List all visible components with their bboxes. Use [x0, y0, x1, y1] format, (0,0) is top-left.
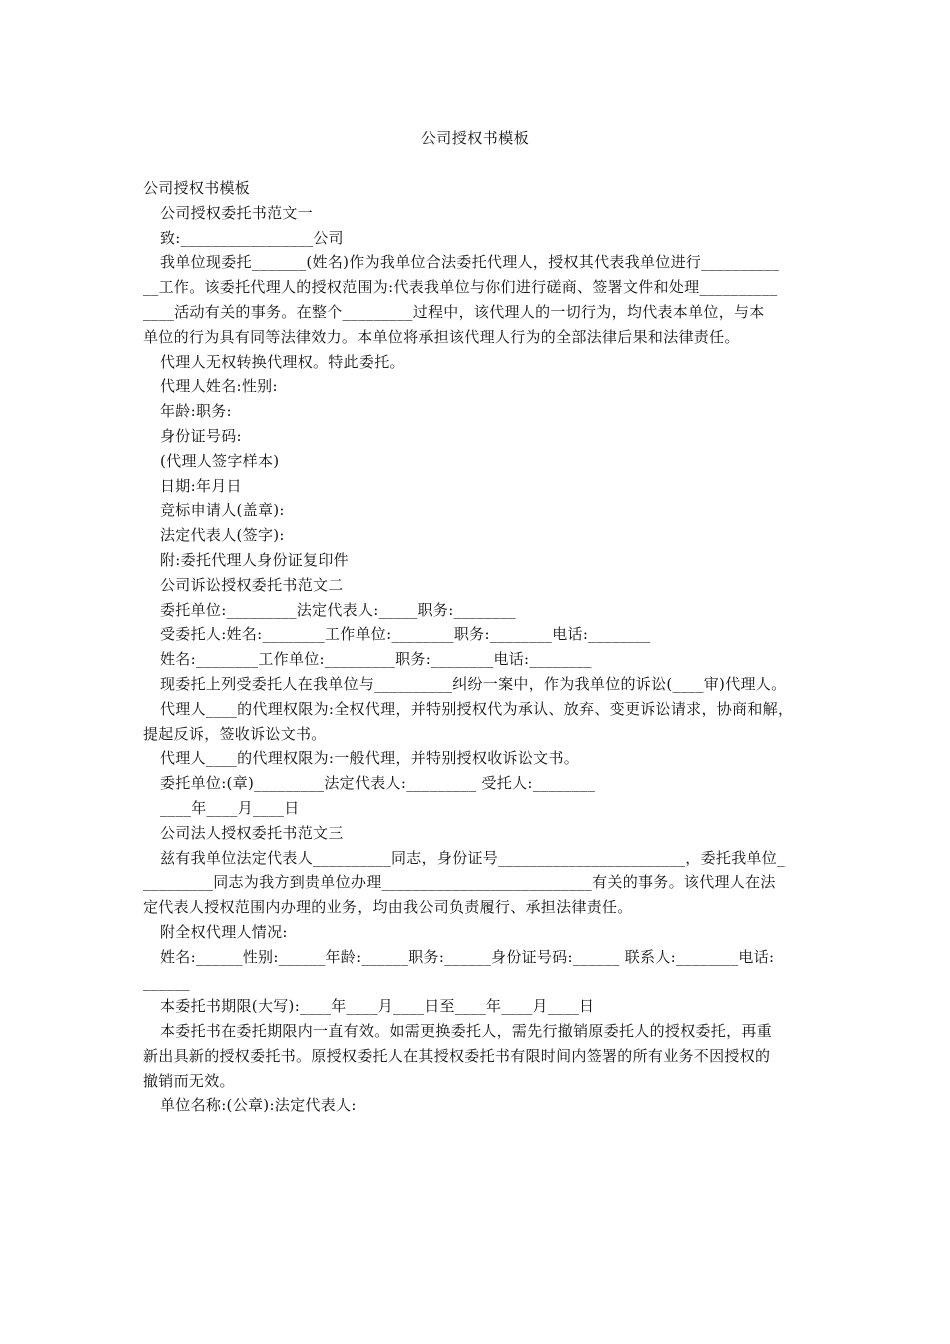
document-line: 公司授权委托书范文一: [160, 203, 314, 222]
document-line: 竞标申请人(盖章):: [160, 501, 285, 520]
document-line: 年龄:职务:: [160, 402, 232, 421]
document-line: 新出具新的授权委托书。原授权委托人在其授权委托书有限时间内签署的所有业务不因授权的: [143, 1046, 771, 1065]
document-line: 委托单位:(章)_________法定代表人:_________ 受托人:________: [160, 774, 596, 793]
document-line: 撤销而无效。: [143, 1071, 235, 1090]
document-line: ____年____月____日: [160, 798, 300, 817]
document-line: 代理人____的代理权限为:全权代理，并特别授权代为承认、放弃、变更诉讼请求，协商和解，: [160, 699, 794, 718]
document-line: 兹有我单位法定代表人__________同志，身份证号________________________，委托我单位_: [160, 848, 785, 867]
document-line: 代理人无权转换代理权。特此委托。: [160, 352, 405, 371]
document-line: 公司诉讼授权委托书范文二: [160, 575, 344, 594]
document-line: 单位的行为具有同等法律效力。本单位将承担该代理人行为的全部法律后果和法律责任。: [143, 327, 740, 346]
document-line: 附:委托代理人身份证复印件: [160, 550, 349, 569]
document-line: 受委托人:姓名:________工作单位:________职务:________电话:________: [160, 625, 651, 644]
document-line: ____活动有关的事务。在整个_________过程中，该代理人的一切行为，均代表本单位，与本: [143, 302, 765, 321]
document-line: __工作。该委托代理人的授权范围为:代表我单位与你们进行磋商、签署文件和处理__________: [143, 278, 778, 297]
document-line: 单位名称:(公章):法定代表人:: [160, 1096, 357, 1115]
document-line: 日期:年月日: [160, 476, 242, 495]
document-line: 本委托书期限(大写):____年____月____日至____年____月____日: [160, 997, 595, 1016]
document-line: 提起反诉，签收诉讼文书。: [143, 724, 327, 743]
document-line: 公司授权书模板: [143, 179, 251, 197]
document-line: 附全权代理人情况:: [160, 922, 288, 941]
document-body: [143, 176, 813, 1118]
document-line: 公司法人授权委托书范文三: [160, 823, 344, 842]
document-line: 委托单位:_________法定代表人:_____职务:________: [160, 600, 516, 619]
document-title: 公司授权书模板: [420, 129, 530, 147]
document-line: 定代表人授权范围内办理的业务，均由我公司负责履行、承担法律责任。: [143, 898, 633, 917]
document-line: ______: [143, 972, 190, 991]
document-line: 我单位现委托_______(姓名)作为我单位合法委托代理人，授权其代表我单位进行__________: [160, 253, 780, 272]
document-line: _________同志为我方到贵单位办理___________________________有关的事务。该代理人在法: [143, 873, 776, 892]
document-line: 法定代表人(签字):: [160, 526, 285, 545]
document-line: (代理人签字样本): [160, 451, 280, 470]
document-line: 姓名:______性别:______年龄:______职务:______身份证号码:______ 联系人:________电话:: [160, 947, 775, 966]
document-line: 代理人____的代理权限为:一般代理，并特别授权收诉讼文书。: [160, 749, 580, 768]
document-line: 身份证号码:: [160, 426, 242, 445]
document-line: 致:_________________公司: [160, 228, 344, 247]
document-line: 姓名:________工作单位:_________职务:________电话:________: [160, 650, 592, 669]
document-line: 本委托书在委托期限内一直有效。如需更换委托人，需先行撤销原委托人的授权委托，再重: [160, 1022, 773, 1041]
document-line: 代理人姓名:性别:: [160, 377, 278, 396]
document-line: 现委托上列受委托人在我单位与__________纠纷一案中，作为我单位的诉讼(____审)代理人。: [160, 674, 787, 693]
